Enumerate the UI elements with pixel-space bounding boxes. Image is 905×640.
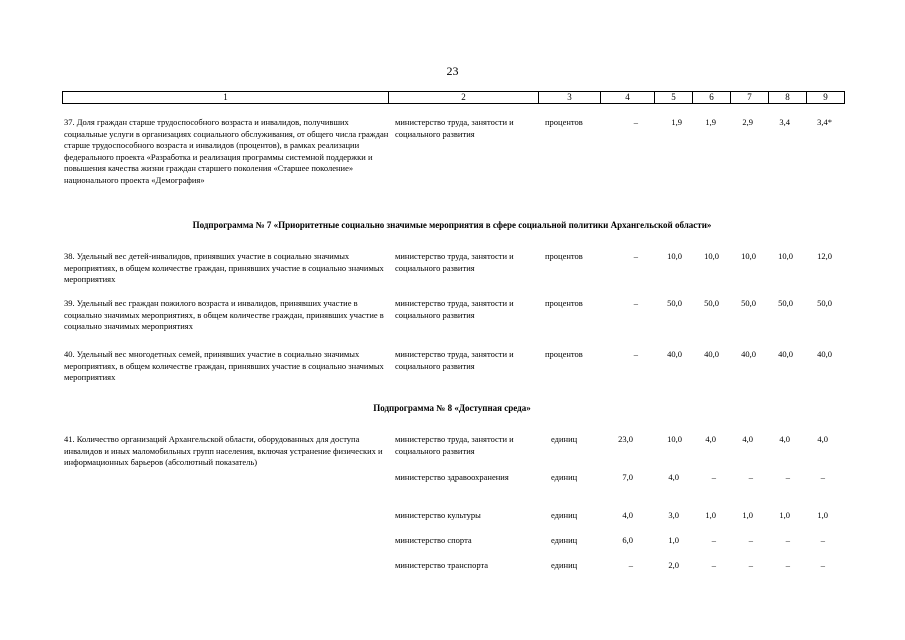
value-cell: – — [785, 472, 790, 482]
value-cell: 10,0 — [741, 251, 756, 261]
value-cell: 1,0 — [668, 535, 679, 545]
unit-text: процентов — [545, 298, 583, 308]
value-cell: 3,0 — [668, 510, 679, 520]
value-cell: 40,0 — [704, 349, 719, 359]
page-number: 23 — [446, 64, 459, 78]
value-cell: – — [628, 560, 633, 570]
column-number: 4 — [601, 92, 655, 104]
subprogram-7-heading: Подпрограмма № 7 «Приоритетные социально значимые мероприятия в сфере социальной политики Архангельской области» — [192, 220, 712, 230]
indicator-38-text: 38. Удельный вес детей-инвалидов, принявших участие в социально значимых мероприятиях, в общем количестве граждан, принявших участие в социально значимых мероприятиях — [64, 251, 384, 285]
value-cell: 2,0 — [668, 560, 679, 570]
value-cell: – — [633, 251, 638, 261]
unit-text: единиц — [551, 535, 578, 545]
value-cell: 2,9 — [742, 117, 753, 127]
value-cell: 10,0 — [667, 434, 682, 444]
unit-text: единиц — [551, 434, 578, 444]
value-cell: 23,0 — [618, 434, 633, 444]
value-cell: 7,0 — [622, 472, 633, 482]
value-cell: – — [785, 535, 790, 545]
column-header-row — [62, 91, 845, 104]
value-cell: – — [633, 117, 638, 127]
column-number: 7 — [731, 92, 769, 104]
value-cell: 3,4* — [817, 117, 832, 127]
ministry-text: министерство труда, занятости и социального развития — [395, 117, 514, 139]
value-cell: 1,0 — [705, 510, 716, 520]
value-cell: 50,0 — [817, 298, 832, 308]
unit-text: единиц — [551, 560, 578, 570]
value-cell: 1,0 — [817, 510, 828, 520]
ministry-text: министерство культуры — [395, 510, 481, 520]
value-cell: – — [748, 535, 753, 545]
indicator-39-text: 39. Удельный вес граждан пожилого возраста и инвалидов, принявших участие в социально значимых мероприятиях, в общем количестве граждан, принявших участие в социально значимых мероприятиях — [64, 298, 384, 332]
value-cell: 4,0 — [742, 434, 753, 444]
value-cell: 10,0 — [704, 251, 719, 261]
column-number: 8 — [769, 92, 807, 104]
value-cell: 12,0 — [817, 251, 832, 261]
value-cell: – — [633, 349, 638, 359]
value-cell: 3,4 — [779, 117, 790, 127]
column-number: 1 — [63, 92, 389, 104]
value-cell: 40,0 — [667, 349, 682, 359]
value-cell: 1,0 — [779, 510, 790, 520]
unit-text: процентов — [545, 349, 583, 359]
column-number: 9 — [807, 92, 845, 104]
value-cell: 40,0 — [817, 349, 832, 359]
value-cell: – — [633, 298, 638, 308]
value-cell: – — [785, 560, 790, 570]
value-cell: 4,0 — [817, 434, 828, 444]
value-cell: – — [820, 560, 825, 570]
value-cell: 4,0 — [622, 510, 633, 520]
value-cell: 10,0 — [667, 251, 682, 261]
value-cell: 4,0 — [705, 434, 716, 444]
unit-text: единиц — [551, 472, 578, 482]
value-cell: 4,0 — [668, 472, 679, 482]
unit-text: единиц — [551, 510, 578, 520]
value-cell: 50,0 — [741, 298, 756, 308]
indicator-37-text: 37. Доля граждан старше трудоспособного возраста и инвалидов, получивших социальные услуги в организациях социального обслуживания, от общего числа граждан старше трудоспособного возраста и инвалидов (процентов), в рамках реализации федерального проекта «Разработка и реализация программы системной поддержки и повышения качества жизни граждан старшего поколения «Старшее поколение» национального проекта «Демография» — [64, 117, 389, 185]
ministry-text: министерство труда, занятости и социального развития — [395, 298, 514, 320]
column-number: 2 — [389, 92, 539, 104]
value-cell: – — [748, 560, 753, 570]
value-cell: 10,0 — [778, 251, 793, 261]
value-cell: – — [748, 472, 753, 482]
value-cell: 1,0 — [742, 510, 753, 520]
value-cell: 50,0 — [704, 298, 719, 308]
ministry-text: министерство труда, занятости и социального развития — [395, 434, 514, 456]
subprogram-8-heading: Подпрограмма № 8 «Доступная среда» — [373, 403, 531, 413]
indicator-40-text: 40. Удельный вес многодетных семей, принявших участие в социально значимых мероприятиях, в общем количестве граждан, принявших участие в социально значимых мероприятиях — [64, 349, 384, 383]
ministry-text: министерство труда, занятости и социального развития — [395, 349, 514, 371]
value-cell: 4,0 — [779, 434, 790, 444]
value-cell: – — [711, 560, 716, 570]
value-cell: 1,9 — [705, 117, 716, 127]
value-cell: – — [711, 472, 716, 482]
value-cell: 6,0 — [622, 535, 633, 545]
unit-text: процентов — [545, 251, 583, 261]
indicator-41-text: 41. Количество организаций Архангельской области, оборудованных для доступа инвалидов и иных маломобильных групп населения, включая устранение физических и информационных барьеров (абсолютный показатель) — [64, 434, 383, 468]
column-number: 6 — [693, 92, 731, 104]
column-number: 3 — [539, 92, 601, 104]
value-cell: 40,0 — [778, 349, 793, 359]
value-cell: 50,0 — [667, 298, 682, 308]
column-number: 5 — [655, 92, 693, 104]
value-cell: 1,9 — [671, 117, 682, 127]
ministry-text: министерство труда, занятости и социального развития — [395, 251, 514, 273]
value-cell: 50,0 — [778, 298, 793, 308]
value-cell: 40,0 — [741, 349, 756, 359]
ministry-text: министерство здравоохранения — [395, 472, 509, 482]
value-cell: – — [711, 535, 716, 545]
value-cell: – — [820, 535, 825, 545]
value-cell: – — [820, 472, 825, 482]
ministry-text: министерство спорта — [395, 535, 472, 545]
ministry-text: министерство транспорта — [395, 560, 489, 570]
unit-text: процентов — [545, 117, 583, 127]
